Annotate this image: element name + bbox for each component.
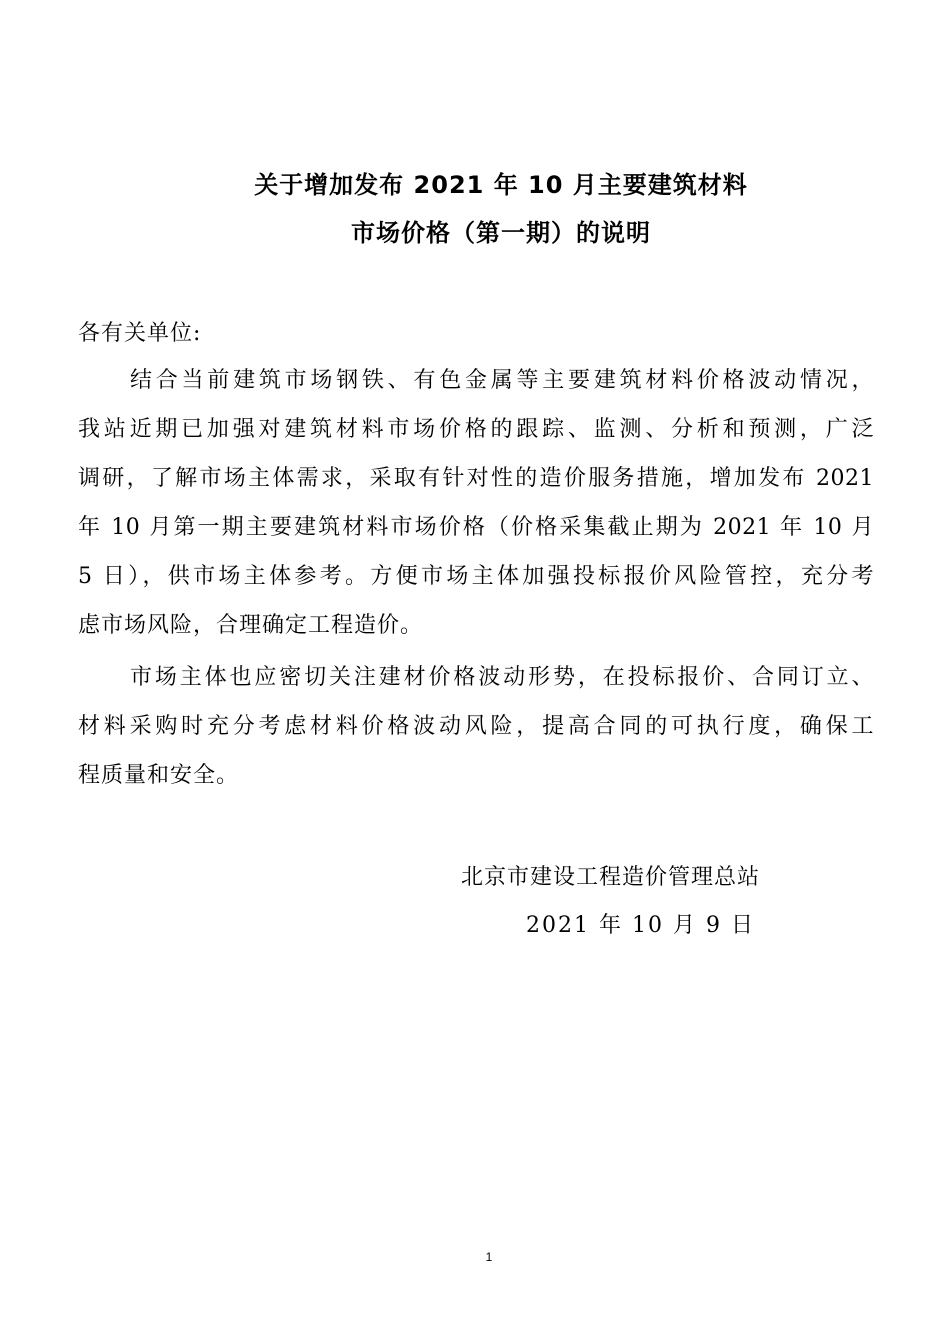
paragraph-line: 虑市场风险，合理确定工程造价。 — [78, 613, 424, 638]
paragraph-line: 年 10 月第一期主要建筑材料市场价格（价格采集截止期为 2021 年 10 月 — [78, 515, 875, 540]
salutation: 各有关单位: — [78, 321, 202, 346]
paragraph-line: 程质量和安全。 — [78, 763, 240, 788]
paragraph-line: 材料采购时充分考虑材料价格波动风险，提高合同的可执行度，确保工 — [78, 714, 874, 739]
document-title-line-1: 关于增加发布 2021 年 10 月主要建筑材料 — [254, 171, 748, 199]
body-paragraph-1 — [78, 356, 874, 650]
paragraph-line: 结合当前建筑市场钢铁、有色金属等主要建筑材料价格波动情况， — [130, 368, 874, 393]
document-title-line-2: 市场价格（第一期）的说明 — [351, 219, 651, 247]
paragraph-line: 调研，了解市场主体需求，采取有针对性的造价服务措施，增加发布 2021 — [78, 466, 874, 491]
paragraph-line: 我站近期已加强对建筑材料市场价格的跟踪、监测、分析和预测，广泛 — [78, 417, 874, 442]
paragraph-line: 市场主体也应密切关注建材价格波动形势，在投标报价、合同订立、 — [130, 665, 874, 690]
body-paragraph-2 — [78, 653, 874, 800]
paragraph-line: 5 日），供市场主体参考。方便市场主体加强投标报价风险管控，充分考 — [78, 564, 874, 589]
page-number: 1 — [485, 1250, 493, 1264]
signature-organization: 北京市建设工程造价管理总站 — [461, 865, 761, 890]
signature-date: 2021 年 10 月 9 日 — [526, 913, 755, 938]
